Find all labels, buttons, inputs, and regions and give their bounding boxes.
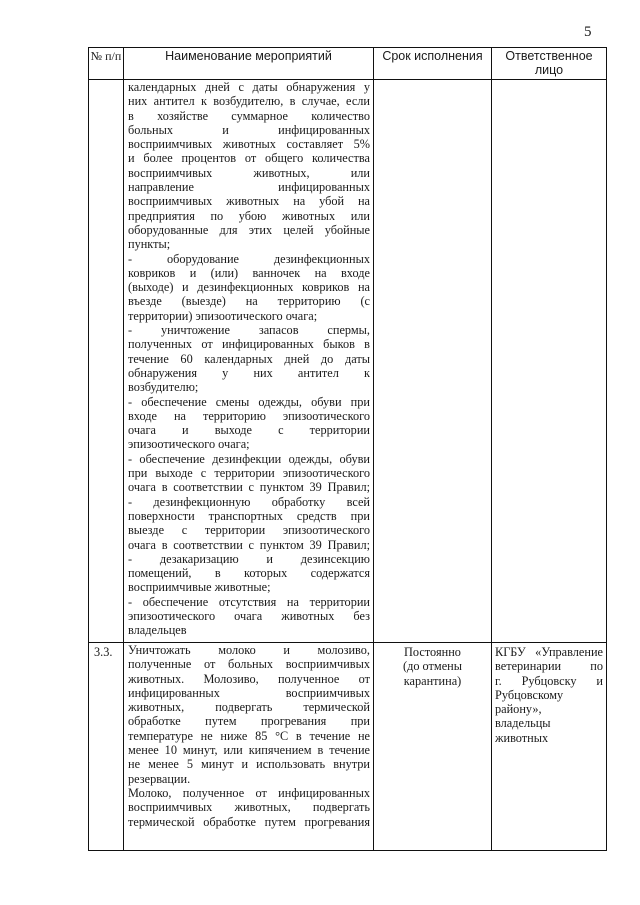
responsible-line: владельцы: [495, 716, 551, 731]
text-line: помещений, в которых содержатся: [128, 566, 370, 581]
text-line: очага в соответствии с пунктом 39 Правил;: [128, 480, 370, 495]
text-line: выезде с территории эпизоотического: [128, 523, 370, 538]
header-measure-name: Наименование мероприятий: [124, 48, 374, 80]
text-line: восприимчивых животных составляет 5%: [128, 137, 370, 152]
text-line: - уничтожение запасов спермы,: [128, 323, 370, 338]
text-line: полученных от инфицированных быков в: [128, 337, 370, 352]
text-line: очага в соответствии с пунктом 39 Правил;: [128, 537, 370, 552]
text-line: поверхности транспортных средств при: [128, 508, 370, 523]
table-header-row: [89, 48, 607, 80]
text-line: менее 10 минут, или кипячением в течение: [128, 743, 370, 758]
text-line: не менее 5 минут и использовать внутри: [128, 757, 370, 772]
table-row: [89, 643, 607, 851]
text-line: животных. Молозиво, полученное от: [128, 671, 370, 686]
deadline-cell: [374, 643, 492, 851]
deadline-line: карантина): [403, 673, 462, 688]
text-line: эпизоотического очага животных без: [128, 608, 370, 623]
text-line: больных и инфицированных: [128, 122, 370, 137]
responsible-line: Рубцовскому: [495, 687, 564, 702]
responsible-line: ветеринарии по: [495, 659, 603, 674]
text-line: термической обработке путем прогревания: [128, 814, 370, 829]
responsible-line: г. Рубцовску и: [495, 673, 603, 688]
text-line: течение 60 календарных дней до даты: [128, 351, 370, 366]
text-line: (выходе) и дезинфекционных ковриков на: [128, 280, 370, 295]
text-line: обработке путем прогревания при: [128, 714, 370, 729]
responsible-line: животных: [495, 730, 549, 745]
text-line: при выходе с территории эпизоотического: [128, 466, 370, 481]
text-line: календарных дней с даты обнаружения у: [128, 80, 370, 94]
text-line: - оборудование дезинфекционных: [128, 251, 370, 266]
page-number: 5: [584, 24, 592, 40]
text-line: входе на территорию эпизоотического: [128, 408, 370, 423]
text-line: животных, подвергать термической: [128, 700, 370, 715]
text-line: очага и выходе с территории: [128, 423, 370, 438]
text-line: въезде (выезде) на территорию (с: [128, 294, 370, 309]
text-line: Уничтожать молоко и молозиво,: [128, 643, 370, 657]
text-line: них антител к возбудителю, в случае, если: [128, 94, 370, 109]
text-line: эпизоотического очага;: [128, 437, 250, 452]
responsible-line: району»,: [495, 702, 542, 717]
text-line: температуре не ниже 85 °С в течение не: [128, 728, 370, 743]
text-line: полученные от больных восприимчивых: [128, 657, 370, 672]
text-line: пункты;: [128, 237, 171, 252]
header-deadline: Срок исполнения: [374, 48, 492, 80]
measure-text-cell: [124, 643, 374, 851]
text-line: восприимчивых животных, или: [128, 165, 370, 180]
text-line: Молоко, полученное от инфицированных: [128, 785, 370, 800]
header-responsible: Ответственное лицо: [492, 48, 607, 80]
text-line: резервации.: [128, 771, 191, 786]
text-line: ковриков и (или) ванночек на входе: [128, 265, 370, 280]
deadline-line: (до отмены: [402, 659, 463, 674]
text-line: - дезакаризацию и дезинсекцию: [128, 551, 370, 566]
deadline-line: Постоянно: [404, 645, 461, 659]
row-number-cell: 3.3.: [89, 643, 124, 851]
text-line: территории) эпизоотического очага;: [128, 308, 318, 323]
text-line: возбудителю;: [128, 380, 199, 395]
text-line: оборудованные для этих целей убойные: [128, 222, 370, 237]
text-line: восприимчивые животные;: [128, 580, 271, 595]
header-number: № п/п: [89, 48, 124, 80]
measures-table: [88, 47, 607, 851]
text-line: и более процентов от общего количества: [128, 151, 370, 166]
text-line: - дезинфекционную обработку всей: [128, 494, 370, 509]
text-line: - обеспечение смены одежды, обуви при: [128, 394, 370, 409]
measure-text-cell: [124, 80, 374, 643]
text-line: предприятия по убою животных или: [128, 208, 370, 223]
text-line: направление инфицированных: [128, 180, 370, 195]
text-line: инфицированных восприимчивых: [128, 685, 370, 700]
text-line: восприимчивых животных, подвергать: [128, 800, 370, 815]
text-line: владельцев: [128, 623, 187, 638]
text-line: обнаружения у них антител к: [128, 365, 370, 380]
text-line: - обеспечение дезинфекции одежды, обуви: [128, 451, 370, 466]
responsible-cell: [492, 80, 607, 643]
text-line: восприимчивых животных на убой на: [128, 194, 370, 209]
responsible-cell: [492, 643, 607, 851]
table-row: [89, 80, 607, 643]
row-number-cell: [89, 80, 124, 643]
text-line: в хозяйстве суммарное количество: [128, 108, 370, 123]
responsible-line: КГБУ «Управление: [495, 645, 603, 659]
text-line: - обеспечение отсутствия на территории: [128, 594, 370, 609]
deadline-cell: [374, 80, 492, 643]
